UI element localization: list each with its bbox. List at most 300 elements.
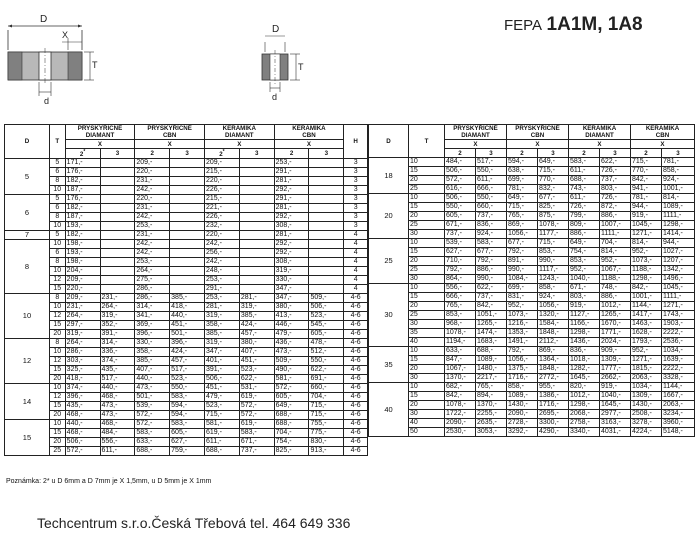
price-cell: 919,-	[569, 302, 600, 311]
cross-section-diagram	[8, 14, 98, 106]
diameter-cell: 8	[5, 240, 50, 294]
price-cell: 1078,-	[538, 221, 569, 230]
price-cell: 253,-	[204, 276, 239, 285]
thickness-cell: 10	[49, 303, 65, 312]
thickness-cell: 30	[409, 230, 445, 239]
price-cell: 2217,-	[476, 374, 507, 383]
price-cell: 319,-	[204, 312, 239, 321]
price-cell: 539,-	[135, 402, 170, 411]
price-cell: 396,-	[170, 339, 205, 348]
price-cell: 941,-	[631, 185, 662, 194]
price-cell	[239, 258, 274, 267]
table-row	[5, 159, 368, 168]
price-cell: 440,-	[135, 375, 170, 384]
price-cell: 1056,-	[507, 230, 538, 239]
col-header-group: PRYSKYŘIČNÉ CBN	[135, 125, 205, 140]
price-cell: 193,-	[65, 249, 100, 258]
price-cell: 831,-	[507, 293, 538, 302]
price-cell: 691,-	[309, 375, 344, 384]
price-cell	[239, 213, 274, 222]
price-cell: 699,-	[507, 176, 538, 185]
table-row	[369, 392, 695, 401]
price-cell: 1480,-	[476, 365, 507, 374]
table-row	[5, 429, 368, 438]
price-cell	[239, 285, 274, 294]
dim-D-label: D	[40, 14, 48, 25]
price-cell: 193,-	[65, 222, 100, 231]
price-cell: 523,-	[239, 366, 274, 375]
price-cell: 1683,-	[476, 338, 507, 347]
table-row	[5, 303, 368, 312]
table-row	[5, 267, 368, 276]
price-cell: 531,-	[239, 384, 274, 393]
price-cell: 446,-	[274, 321, 309, 330]
diameter-cell: 40	[369, 383, 409, 437]
price-cell: 484,-	[100, 429, 135, 438]
price-cell: 523,-	[309, 312, 344, 321]
thickness-cell: 10	[49, 240, 65, 249]
price-cell: 688,-	[476, 347, 507, 356]
price-cell: 4-6	[344, 357, 368, 366]
col-header-T: T	[409, 125, 445, 158]
thickness-cell: 10	[409, 347, 445, 356]
price-cell: 550,-	[476, 167, 507, 176]
price-cell: 3234,-	[662, 410, 695, 419]
thickness-cell: 6	[49, 249, 65, 258]
col-header-x2: 2	[631, 149, 662, 158]
price-cell: 1667,-	[662, 392, 695, 401]
thickness-cell: 30	[409, 410, 445, 419]
price-cell: 220,-	[135, 195, 170, 204]
price-cell: 242,-	[135, 213, 170, 222]
small-wheel-diagram	[262, 24, 304, 102]
price-cell: 699,-	[507, 284, 538, 293]
price-cell: 869,-	[507, 221, 538, 230]
price-cell: 4-6	[344, 321, 368, 330]
col-header-x3: 3	[100, 149, 135, 159]
price-cell: 990,-	[507, 266, 538, 275]
diameter-cell: 5	[5, 159, 50, 195]
price-cell: 440,-	[65, 420, 100, 429]
thickness-cell: 30	[409, 374, 445, 383]
price-cell: 4-6	[344, 402, 368, 411]
price-cell: 385,-	[135, 357, 170, 366]
price-cell: 457,-	[239, 330, 274, 339]
price-cell: 754,-	[569, 248, 600, 257]
price-cell: 820,-	[569, 383, 600, 392]
price-cell: 737,-	[476, 212, 507, 221]
price-cell: 242,-	[135, 186, 170, 195]
col-header-D: D	[369, 125, 409, 158]
thickness-cell: 20	[409, 401, 445, 410]
price-cell: 616,-	[445, 185, 476, 194]
table-row	[5, 366, 368, 375]
col-header-group: PRYSKYŘIČNÉ CBN	[507, 125, 569, 140]
price-cell	[170, 249, 205, 258]
price-cell: 4-6	[344, 312, 368, 321]
price-cell: 1078,-	[445, 329, 476, 338]
thickness-cell: 10	[409, 284, 445, 293]
price-cell	[239, 267, 274, 276]
table-row	[369, 329, 695, 338]
price-cell: 4-6	[344, 366, 368, 375]
col-header-x3: 3	[476, 149, 507, 158]
thickness-cell: 25	[409, 311, 445, 320]
thickness-cell: 20	[49, 375, 65, 384]
price-cell: 581,-	[274, 375, 309, 384]
price-cell: 308,-	[274, 222, 309, 231]
thickness-cell: 10	[409, 158, 445, 167]
price-cell: 677,-	[476, 248, 507, 257]
thickness-cell: 10	[49, 420, 65, 429]
price-cell: 1188,-	[631, 266, 662, 275]
table-row	[369, 239, 695, 248]
table-row	[369, 347, 695, 356]
thickness-cell: 20	[49, 438, 65, 447]
price-cell: 830,-	[309, 438, 344, 447]
col-header-X: X	[507, 140, 569, 149]
price-cell: 231,-	[135, 231, 170, 240]
price-cell: 1430,-	[507, 401, 538, 410]
price-cell: 171,-	[65, 159, 100, 168]
price-cell: 506,-	[445, 194, 476, 203]
price-cell: 550,-	[170, 384, 205, 393]
price-cell: 4	[344, 231, 368, 240]
price-cell: 4-6	[344, 330, 368, 339]
price-cell	[170, 168, 205, 177]
price-cell: 704,-	[600, 239, 631, 248]
price-cell	[309, 267, 344, 276]
price-cell: 457,-	[170, 357, 205, 366]
table-row	[369, 158, 695, 167]
price-cell: 506,-	[445, 167, 476, 176]
price-cell: 583,-	[476, 239, 507, 248]
table-row	[5, 213, 368, 222]
table-row	[369, 338, 695, 347]
col-header-group: KERAMIKA DIAMANT	[569, 125, 631, 140]
price-cell: 264,-	[100, 303, 135, 312]
thickness-cell: 30	[409, 320, 445, 329]
price-cell: 1078,-	[445, 401, 476, 410]
table-row	[369, 410, 695, 419]
price-cell: 919,-	[631, 212, 662, 221]
table-row	[5, 186, 368, 195]
price-cell: 1271,-	[631, 356, 662, 365]
price-cell: 1743,-	[662, 311, 695, 320]
price-cell: 506,-	[65, 438, 100, 447]
price-cell: 292,-	[274, 249, 309, 258]
price-cell: 396,-	[65, 393, 100, 402]
price-cell: 1001,-	[631, 293, 662, 302]
price-cell	[100, 177, 135, 186]
price-cell: 1056,-	[538, 302, 569, 311]
price-cell: 572,-	[135, 420, 170, 429]
price-cell: 726,-	[600, 167, 631, 176]
price-cell: 1073,-	[507, 311, 538, 320]
price-cell: 4	[344, 267, 368, 276]
price-cell	[100, 186, 135, 195]
price-cell: 391,-	[100, 330, 135, 339]
price-cell	[170, 177, 205, 186]
price-cell: 231,-	[135, 204, 170, 213]
price-cell	[309, 177, 344, 186]
price-cell: 836,-	[476, 221, 507, 230]
thickness-cell: 25	[409, 266, 445, 275]
price-cell: 517,-	[476, 158, 507, 167]
price-cell: 1045,-	[662, 284, 695, 293]
price-cell: 842,-	[631, 284, 662, 293]
table-row	[5, 339, 368, 348]
price-cell: 572,-	[239, 411, 274, 420]
price-cell: 671,-	[239, 438, 274, 447]
price-cell: 583,-	[239, 429, 274, 438]
price-cell: 3053,-	[476, 428, 507, 437]
price-cell: 814,-	[600, 248, 631, 257]
price-cell: 358,-	[135, 348, 170, 357]
price-cell: 3960,-	[662, 419, 695, 428]
table-row	[5, 249, 368, 258]
col-header-x3: 3	[239, 149, 274, 159]
thickness-cell: 8	[49, 177, 65, 186]
price-cell: 253,-	[204, 294, 239, 303]
col-header-X: X	[274, 140, 344, 149]
price-cell: 3	[344, 168, 368, 177]
thickness-cell: 15	[409, 167, 445, 176]
price-cell: 1386,-	[538, 392, 569, 401]
price-cell: 286,-	[135, 285, 170, 294]
price-cell: 292,-	[274, 213, 309, 222]
price-cell: 4	[344, 249, 368, 258]
price-cell: 3	[344, 213, 368, 222]
price-cell: 1771,-	[600, 329, 631, 338]
table-row	[5, 447, 368, 456]
price-cell: 765,-	[507, 212, 538, 221]
price-cell: 256,-	[204, 249, 239, 258]
price-cell: 1364,-	[538, 356, 569, 365]
price-cell: 1716,-	[507, 374, 538, 383]
thickness-cell: 8	[49, 294, 65, 303]
price-cell: 872,-	[600, 203, 631, 212]
price-cell: 418,-	[170, 303, 205, 312]
price-cell: 291,-	[274, 168, 309, 177]
price-cell: 319,-	[274, 267, 309, 276]
price-cell: 2090,-	[507, 410, 538, 419]
price-cell: 1144,-	[662, 383, 695, 392]
price-cell	[100, 195, 135, 204]
price-cell: 347,-	[274, 285, 309, 294]
price-cell: 4290,-	[538, 428, 569, 437]
price-cell: 622,-	[309, 366, 344, 375]
price-cell: 440,-	[100, 384, 135, 393]
price-cell: 1645,-	[569, 374, 600, 383]
price-cell: 1639,-	[662, 356, 695, 365]
price-cell: 710,-	[445, 257, 476, 266]
price-cell: 799,-	[569, 212, 600, 221]
table-row	[369, 167, 695, 176]
price-cell: 633,-	[135, 438, 170, 447]
price-cell	[170, 276, 205, 285]
table-row	[369, 302, 695, 311]
price-cell: 671,-	[569, 284, 600, 293]
thickness-cell: 15	[409, 293, 445, 302]
price-cell: 3292,-	[507, 428, 538, 437]
price-cell: 468,-	[100, 393, 135, 402]
price-cell: 1353,-	[507, 329, 538, 338]
price-cell: 737,-	[600, 176, 631, 185]
price-cell: 853,-	[445, 311, 476, 320]
price-cell	[100, 222, 135, 231]
price-cell: 291,-	[204, 285, 239, 294]
price-cell: 4-6	[344, 429, 368, 438]
table-row	[369, 401, 695, 410]
price-cell: 347,-	[204, 348, 239, 357]
price-cell: 401,-	[204, 357, 239, 366]
price-cell: 297,-	[65, 321, 100, 330]
price-cell: 3	[344, 159, 368, 168]
price-cell: 1018,-	[569, 356, 600, 365]
price-cell: 281,-	[274, 231, 309, 240]
price-cell: 886,-	[476, 266, 507, 275]
price-cell: 611,-	[569, 167, 600, 176]
price-cell: 688,-	[569, 176, 600, 185]
price-cell: 688,-	[274, 420, 309, 429]
price-cell: 303,-	[65, 357, 100, 366]
price-cell	[309, 195, 344, 204]
col-header-X: X	[135, 140, 205, 149]
price-cell	[239, 195, 274, 204]
price-cell: 858,-	[507, 383, 538, 392]
diameter-cell: 7	[5, 231, 50, 240]
price-cell	[170, 213, 205, 222]
price-cell: 1111,-	[662, 293, 695, 302]
price-cell: 182,-	[65, 177, 100, 186]
price-cell: 770,-	[631, 167, 662, 176]
thickness-cell: 12	[49, 357, 65, 366]
price-cell: 1051,-	[476, 311, 507, 320]
table-row	[5, 375, 368, 384]
footnote: Poznámka: 2* u D 6mm a D 7mm je X 1,5mm, u D 5mm je X 1mm	[6, 478, 212, 485]
table-row	[369, 365, 695, 374]
price-cell: 286,-	[65, 348, 100, 357]
price-cell: 2508,-	[631, 410, 662, 419]
thickness-cell: 6	[49, 168, 65, 177]
price-cell	[239, 249, 274, 258]
thickness-cell: 20	[49, 330, 65, 339]
col-header-x3: 3	[538, 149, 569, 158]
thickness-cell: 8	[49, 339, 65, 348]
price-cell: 792,-	[507, 347, 538, 356]
price-cell: 1166,-	[569, 320, 600, 329]
price-cell: 4-6	[344, 375, 368, 384]
price-cell: 715,-	[631, 158, 662, 167]
thickness-cell: 30	[409, 275, 445, 284]
price-cell: 424,-	[239, 321, 274, 330]
price-cell: 4	[344, 285, 368, 294]
price-cell	[170, 267, 205, 276]
table-row	[5, 420, 368, 429]
price-cell	[100, 168, 135, 177]
price-cell: 1117,-	[538, 266, 569, 275]
price-cell: 1370,-	[476, 401, 507, 410]
price-cell: 715,-	[309, 402, 344, 411]
price-cell: 550,-	[445, 203, 476, 212]
thickness-cell: 8	[49, 213, 65, 222]
col-header-group: KERAMIKA CBN	[274, 125, 344, 140]
table-row	[369, 185, 695, 194]
diameter-cell: 20	[369, 194, 409, 239]
price-cell: 292,-	[274, 240, 309, 249]
price-cell: 715,-	[507, 203, 538, 212]
price-cell: 737,-	[476, 293, 507, 302]
price-cell	[309, 159, 344, 168]
price-cell: 3	[344, 195, 368, 204]
price-cell: 264,-	[65, 312, 100, 321]
thickness-cell: 15	[49, 402, 65, 411]
thickness-cell: 5	[49, 195, 65, 204]
price-cell: 479,-	[274, 330, 309, 339]
dim-D-small-label: D	[272, 24, 280, 35]
price-cell	[239, 222, 274, 231]
price-cell: 1177,-	[538, 230, 569, 239]
price-cell	[170, 285, 205, 294]
price-cell: 253,-	[135, 258, 170, 267]
price-cell	[100, 285, 135, 294]
price-cell: 781,-	[662, 158, 695, 167]
col-header-X: X	[204, 140, 274, 149]
price-cell: 581,-	[204, 420, 239, 429]
price-cell: 1320,-	[538, 311, 569, 320]
table-row	[5, 312, 368, 321]
price-cell: 209,-	[204, 159, 239, 168]
price-cell: 176,-	[65, 195, 100, 204]
col-header-x2: 2	[445, 149, 476, 158]
price-cell: 1265,-	[476, 320, 507, 329]
price-cell: 4-6	[344, 420, 368, 429]
price-cell: 391,-	[204, 366, 239, 375]
col-header-X: X	[631, 140, 695, 149]
price-cell: 506,-	[204, 375, 239, 384]
price-cell: 1243,-	[538, 275, 569, 284]
price-cell: 319,-	[65, 330, 100, 339]
price-cell: 4-6	[344, 411, 368, 420]
price-cell: 209,-	[135, 159, 170, 168]
price-cell: 660,-	[309, 384, 344, 393]
price-cell	[239, 159, 274, 168]
price-cell: 765,-	[476, 383, 507, 392]
price-cell: 3278,-	[631, 419, 662, 428]
table-row	[369, 428, 695, 437]
price-cell	[100, 231, 135, 240]
price-cell: 1111,-	[662, 212, 695, 221]
price-cell: 1298,-	[569, 329, 600, 338]
price-cell: 2536,-	[662, 338, 695, 347]
price-cell: 671,-	[445, 221, 476, 230]
price-cell: 792,-	[445, 266, 476, 275]
price-cell: 1298,-	[631, 275, 662, 284]
thickness-cell: 12	[49, 276, 65, 285]
price-cell: 704,-	[274, 429, 309, 438]
price-cell: 1027,-	[662, 248, 695, 257]
price-cell: 523,-	[204, 402, 239, 411]
price-cell: 649,-	[507, 194, 538, 203]
price-cell: 182,-	[65, 231, 100, 240]
price-cell: 952,-	[631, 347, 662, 356]
price-cell: 1417,-	[631, 311, 662, 320]
price-cell: 1815,-	[631, 365, 662, 374]
price-cell: 281,-	[239, 294, 274, 303]
price-cell	[170, 222, 205, 231]
price-cell: 1034,-	[662, 347, 695, 356]
